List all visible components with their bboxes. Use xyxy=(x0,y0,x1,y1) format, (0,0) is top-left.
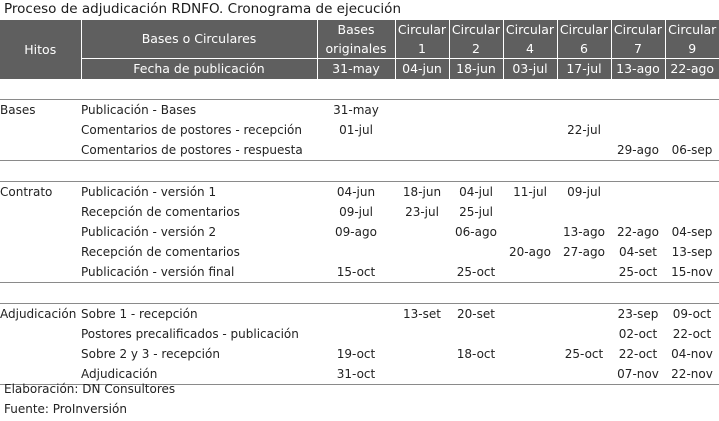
header-column-line1: Bases xyxy=(337,22,375,37)
date-cell: 29-ago xyxy=(617,143,659,157)
header-column-1 xyxy=(395,20,449,59)
header-publication-date: 17-jul xyxy=(557,59,611,80)
date-cell xyxy=(665,202,719,222)
spacer-cell xyxy=(0,283,719,304)
date-cell xyxy=(611,202,665,222)
date-cell xyxy=(611,100,665,121)
date-cell: 01-jul xyxy=(339,123,373,137)
date-cell: 04-jun xyxy=(336,185,376,199)
hito-cell xyxy=(0,202,81,222)
table-row xyxy=(0,120,719,140)
date-cell: 02-oct xyxy=(618,327,658,341)
date-cell xyxy=(449,120,503,140)
header-row-dates xyxy=(0,59,719,80)
header-column-4 xyxy=(557,20,611,59)
hito-cell xyxy=(0,324,81,344)
header-column-line1: Circular xyxy=(668,22,717,37)
hito-cell xyxy=(0,140,81,161)
hito-cell xyxy=(0,120,81,140)
header-publication-date: 22-ago xyxy=(665,59,719,80)
date-cell xyxy=(317,324,395,344)
date-cell xyxy=(503,202,557,222)
date-cell: 27-ago xyxy=(563,245,605,259)
table-row xyxy=(0,304,719,325)
header-publication-date: 03-jul xyxy=(503,59,557,80)
date-cell xyxy=(449,140,503,161)
evento-cell: Recepción de comentarios xyxy=(81,245,240,259)
date-cell: 09-oct xyxy=(672,307,712,321)
evento-cell: Publicación - versión final xyxy=(81,265,235,279)
date-cell xyxy=(503,262,557,283)
date-cell xyxy=(449,324,503,344)
spacer-cell xyxy=(0,161,719,182)
date-cell xyxy=(449,364,503,385)
date-cell: 07-nov xyxy=(617,367,659,381)
date-cell xyxy=(503,120,557,140)
header-column-0 xyxy=(317,20,395,59)
table-row xyxy=(0,140,719,161)
date-cell: 20-set xyxy=(457,307,495,321)
header-column-line2: 7 xyxy=(634,41,642,56)
date-cell: 22-oct xyxy=(618,347,658,361)
header-column-3 xyxy=(503,20,557,59)
date-cell: 15-nov xyxy=(671,265,713,279)
date-cell xyxy=(557,262,611,283)
date-cell xyxy=(395,222,449,242)
date-cell xyxy=(395,262,449,283)
header-column-line2: 2 xyxy=(472,41,480,56)
date-cell: 25-oct xyxy=(456,265,496,279)
date-cell xyxy=(611,120,665,140)
header-column-line1: Circular xyxy=(559,22,609,37)
header-hitos: Hitos xyxy=(0,20,81,79)
date-cell xyxy=(611,182,665,203)
header-column-line1: Circular xyxy=(451,22,501,37)
date-cell xyxy=(665,120,719,140)
table-row xyxy=(0,324,719,344)
date-cell xyxy=(557,140,611,161)
header-column-line1: Circular xyxy=(397,22,447,37)
spacer-row xyxy=(0,79,719,100)
hito-cell xyxy=(0,344,81,364)
date-cell: 23-sep xyxy=(617,307,659,321)
schedule-table xyxy=(0,20,719,386)
hito-cell: Contrato xyxy=(0,185,53,199)
schedule-table-body xyxy=(0,20,719,386)
date-cell xyxy=(503,100,557,121)
date-cell xyxy=(395,324,449,344)
date-cell xyxy=(395,242,449,262)
hito-cell xyxy=(0,262,81,283)
evento-cell: Sobre 2 y 3 - recepción xyxy=(81,347,220,361)
date-cell: 15-oct xyxy=(336,265,376,279)
date-cell xyxy=(557,202,611,222)
table-row xyxy=(0,182,719,203)
header-column-line2: 6 xyxy=(580,41,588,56)
date-cell: 11-jul xyxy=(513,185,547,199)
date-cell: 31-may xyxy=(333,103,379,117)
date-cell xyxy=(449,242,503,262)
date-cell: 25-oct xyxy=(564,347,604,361)
header-publication-date: 13-ago xyxy=(611,59,665,80)
hito-cell xyxy=(0,222,81,242)
header-publication-date: 04-jun xyxy=(395,59,449,80)
date-cell: 09-jul xyxy=(567,185,601,199)
date-cell xyxy=(503,324,557,344)
date-cell: 13-sep xyxy=(671,245,713,259)
date-cell: 22-oct xyxy=(672,327,712,341)
date-cell: 04-nov xyxy=(671,347,713,361)
date-cell xyxy=(503,304,557,325)
date-cell: 06-ago xyxy=(455,225,497,239)
evento-cell: Sobre 1 - recepción xyxy=(81,307,198,321)
source-credit-elaboracion: Elaboración: DN Consultores xyxy=(4,382,176,396)
date-cell xyxy=(665,100,719,121)
date-cell xyxy=(557,324,611,344)
date-cell: 04-set xyxy=(619,245,657,259)
date-cell: 18-oct xyxy=(456,347,496,361)
date-cell: 23-jul xyxy=(405,205,439,219)
date-cell: 31-oct xyxy=(336,367,376,381)
table-row xyxy=(0,222,719,242)
date-cell xyxy=(395,364,449,385)
date-cell xyxy=(503,222,557,242)
date-cell xyxy=(395,344,449,364)
header-bases-o-circulares: Bases o Circulares xyxy=(81,20,317,59)
hito-cell: Adjudicación xyxy=(0,307,77,321)
date-cell: 25-oct xyxy=(618,265,658,279)
date-cell xyxy=(503,140,557,161)
header-publication-date: 18-jun xyxy=(449,59,503,80)
date-cell xyxy=(449,100,503,121)
date-cell: 20-ago xyxy=(509,245,551,259)
table-row xyxy=(0,100,719,121)
date-cell: 18-jun xyxy=(402,185,442,199)
evento-cell: Publicación - versión 2 xyxy=(81,225,217,239)
date-cell: 22-jul xyxy=(567,123,601,137)
date-cell xyxy=(317,304,395,325)
source-credit-fuente: Fuente: ProInversión xyxy=(4,402,127,416)
evento-cell: Comentarios de postores - recepción xyxy=(81,123,302,137)
date-cell xyxy=(503,364,557,385)
hito-cell: Bases xyxy=(0,103,36,117)
date-cell: 04-jul xyxy=(459,185,493,199)
header-column-line2: 1 xyxy=(418,41,426,56)
date-cell xyxy=(557,304,611,325)
section-divider xyxy=(0,161,719,182)
table-row xyxy=(0,344,719,364)
date-cell: 25-jul xyxy=(459,205,493,219)
table-row xyxy=(0,242,719,262)
hito-cell xyxy=(0,242,81,262)
evento-cell: Publicación - versión 1 xyxy=(81,185,217,199)
header-publication-date: 31-may xyxy=(317,59,395,80)
date-cell: 22-ago xyxy=(617,225,659,239)
section-divider xyxy=(0,283,719,304)
header-column-line1: Circular xyxy=(505,22,555,37)
date-cell: 19-oct xyxy=(336,347,376,361)
header-column-line2: 4 xyxy=(526,41,534,56)
header-fecha-publicacion: Fecha de publicación xyxy=(81,59,317,80)
date-cell: 09-jul xyxy=(339,205,373,219)
header-column-line2: 9 xyxy=(688,41,697,56)
date-cell: 13-set xyxy=(403,307,441,321)
header-column-5 xyxy=(611,20,665,59)
header-row-columns xyxy=(0,20,719,59)
table-row xyxy=(0,202,719,222)
header-column-line2: originales xyxy=(325,41,387,56)
evento-cell: Publicación - Bases xyxy=(81,103,197,117)
date-cell xyxy=(557,364,611,385)
date-cell xyxy=(395,100,449,121)
date-cell xyxy=(317,242,395,262)
header-column-line1: Circular xyxy=(613,22,663,37)
date-cell: 04-sep xyxy=(671,225,713,239)
header-column-6 xyxy=(665,20,719,59)
date-cell: 22-nov xyxy=(671,367,713,381)
document-title: Proceso de adjudicación RDNFO. Cronograma de ejecución xyxy=(4,1,401,17)
date-cell xyxy=(557,100,611,121)
date-cell: 09-ago xyxy=(335,225,377,239)
date-cell xyxy=(395,120,449,140)
evento-cell: Comentarios de postores - respuesta xyxy=(81,143,303,157)
evento-cell: Adjudicación xyxy=(81,367,158,381)
date-cell xyxy=(503,344,557,364)
date-cell: 13-ago xyxy=(563,225,605,239)
evento-cell: Recepción de comentarios xyxy=(81,205,240,219)
date-cell xyxy=(317,140,395,161)
date-cell xyxy=(665,182,719,203)
spacer-cell xyxy=(0,79,719,100)
table-row xyxy=(0,262,719,283)
header-column-2 xyxy=(449,20,503,59)
evento-cell: Postores precalificados - publicación xyxy=(81,327,299,341)
date-cell: 06-sep xyxy=(671,143,713,157)
date-cell xyxy=(395,140,449,161)
